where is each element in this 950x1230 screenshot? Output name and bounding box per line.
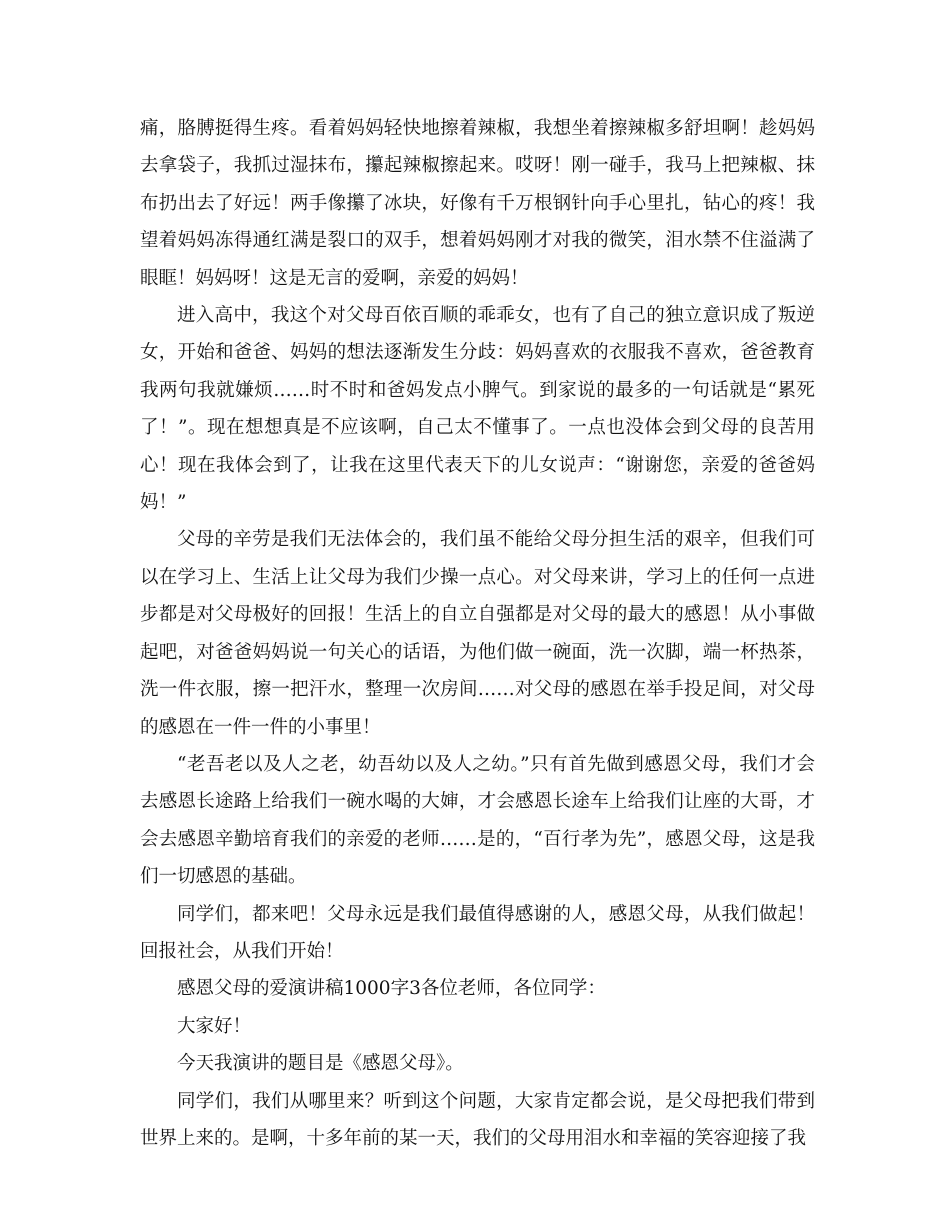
paragraph-9: 同学们，我们从哪里来？听到这个问题，大家肯定都会说，是父母把我们带到世界上来的。是啊，十多年前的某一天，我们的父母用泪水和幸福的笑容迎接了我 bbox=[140, 1090, 815, 1149]
paragraph-8-topic: 今天我演讲的题目是《感恩父母》。 bbox=[177, 1053, 464, 1075]
paragraph-4: “老吾老以及人之老，幼吾幼以及人之幼。”只有首先做到感恩父母，我们才会去感恩长途路上给我们一碗水喝的大婶，才会感恩长途车上给我们让座的大哥，才会去感恩辛勤培育我们的亲爱的老师……是的，“百行孝为先”，感恩父母，这是我们一切感恩的基础。 bbox=[140, 753, 815, 888]
document-body bbox=[140, 110, 815, 1157]
paragraph-7-greeting: 大家好！ bbox=[177, 1015, 252, 1037]
paragraph-6-heading: 感恩父母的爱演讲稿1000字3各位老师，各位同学： bbox=[177, 978, 606, 1000]
paragraph-5: 同学们，都来吧！父母永远是我们最值得感谢的人，感恩父母，从我们做起！回报社会，从我们开始！ bbox=[140, 903, 815, 962]
paragraph-3: 父母的辛劳是我们无法体会的，我们虽不能给父母分担生活的艰辛，但我们可以在学习上、生活上让父母为我们少操一点心。对父母来讲，学习上的任何一点进步都是对父母极好的回报！生活上的自立自强都是对父母的最大的感恩！从小事做起吧，对爸爸妈妈说一句关心的话语，为他们做一碗面，洗一次脚，端一杯热茶，洗一件衣服，擦一把汗水，整理一次房间……对父母的感恩在举手投足间，对父母的感恩在一件一件的小事里！ bbox=[140, 529, 815, 738]
paragraph-1: 痛，胳膊挺得生疼。看着妈妈轻快地擦着辣椒，我想坐着擦辣椒多舒坦啊！趁妈妈去拿袋子，我抓过湿抹布，攥起辣椒擦起来。哎呀！刚一碰手，我马上把辣椒、抹布扔出去了好远！两手像攥了冰块，好像有千万根钢针向手心里扎，钻心的疼！我望着妈妈冻得通红满是裂口的双手，想着妈妈刚才对我的微笑，泪水禁不住溢满了眼眶！妈妈呀！这是无言的爱啊，亲爱的妈妈！ bbox=[140, 118, 815, 289]
paragraph-2: 进入高中，我这个对父母百依百顺的乖乖女，也有了自己的独立意识成了叛逆女，开始和爸爸、妈妈的想法逐渐发生分歧：妈妈喜欢的衣服我不喜欢，爸爸教育我两句我就嫌烦……时不时和爸妈发点小脾气。到家说的最多的一句话就是“累死了！”。现在想想真是不应该啊，自己太不懂事了。一点也没体会到父母的良苦用心！现在我体会到了，让我在这里代表天下的儿女说声：“谢谢您，亲爱的爸爸妈妈！” bbox=[140, 305, 815, 514]
